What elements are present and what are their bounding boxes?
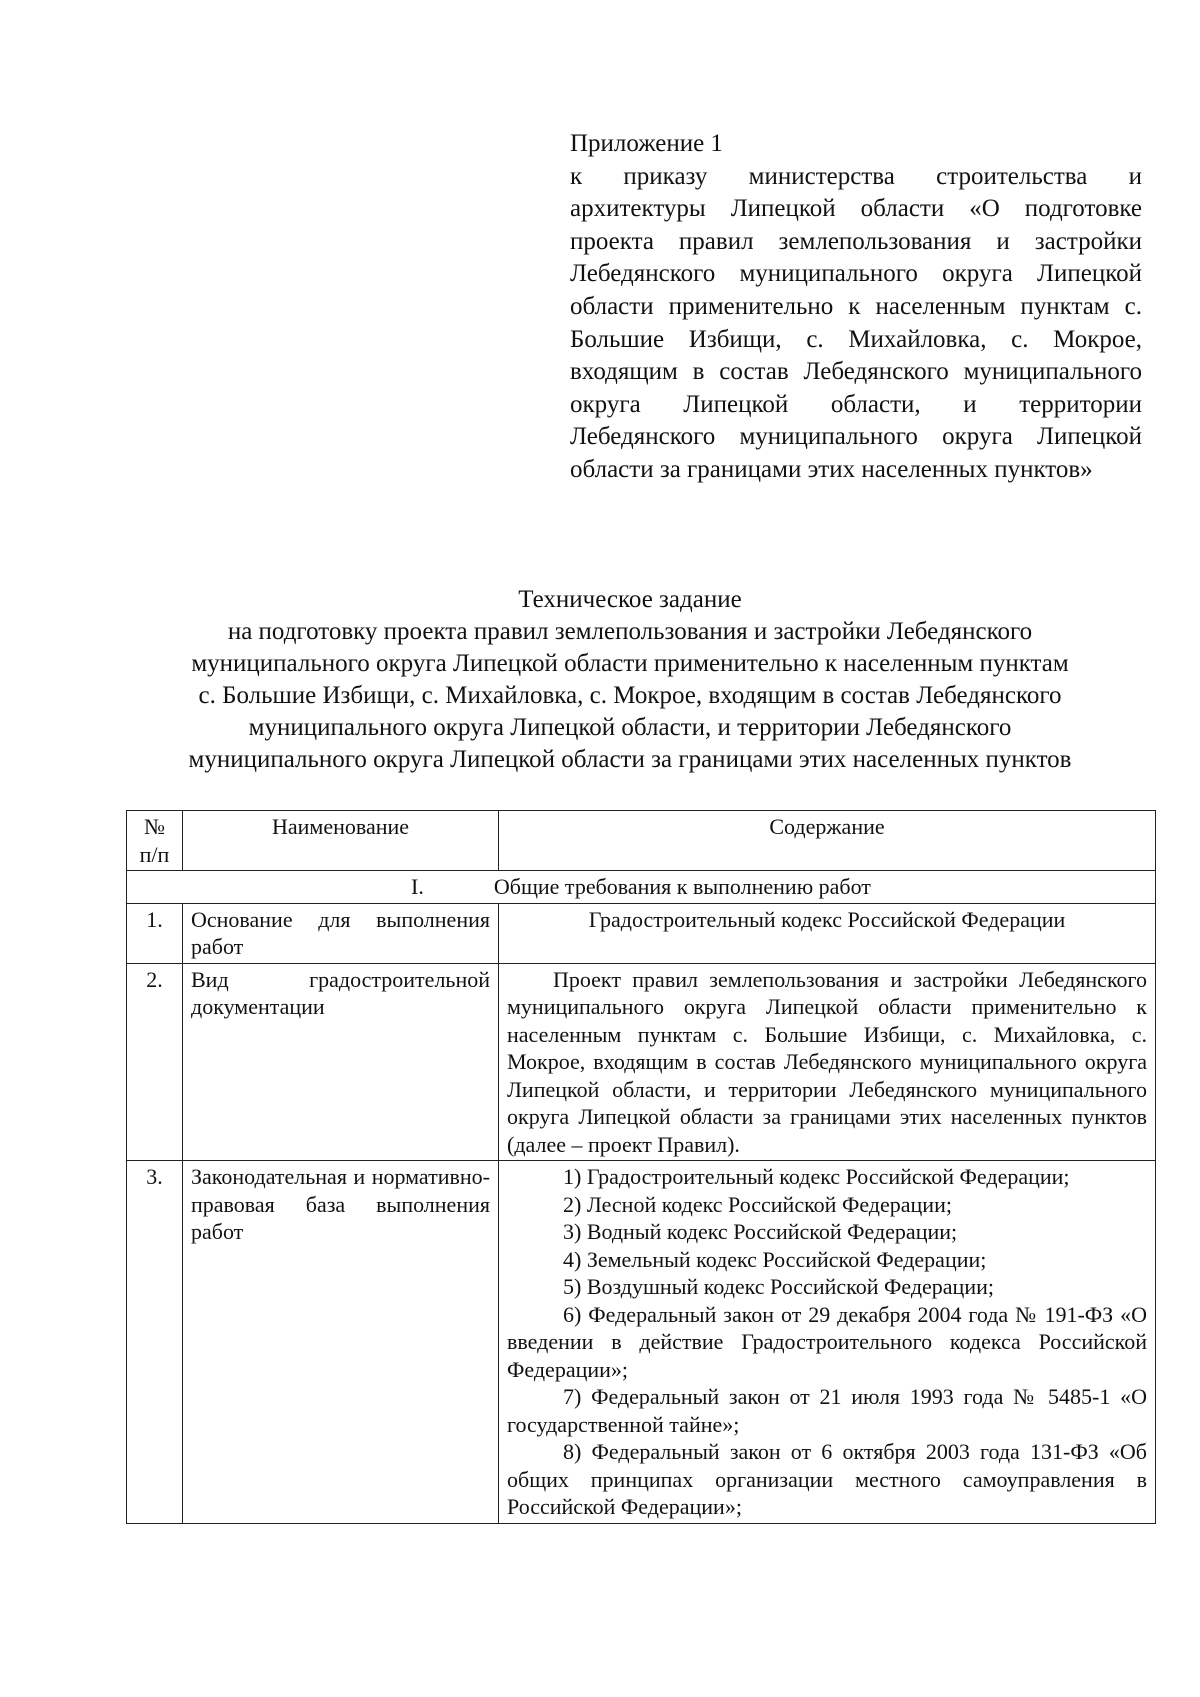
row-name: Основание для выполнения работ — [183, 903, 499, 963]
document-title-block — [120, 584, 1140, 776]
annex-header — [570, 128, 1142, 487]
table-row — [127, 903, 1156, 963]
annex-title: Приложение 1 — [570, 130, 723, 157]
row-name: Законодательная и нормативно-правовая база выполнения работ — [183, 1161, 499, 1524]
requirements-table — [126, 810, 1156, 1524]
table-row — [127, 1161, 1156, 1524]
law-list-item — [507, 1273, 1147, 1301]
row-name: Вид градостроительной документации — [183, 963, 499, 1161]
law-list-item — [507, 1438, 1147, 1521]
section-number: I. — [411, 874, 424, 899]
table-header-row — [127, 811, 1156, 871]
section-heading — [127, 871, 1156, 904]
table-row — [127, 963, 1156, 1161]
law-item-text: Градостроительный кодекс Российской Федерации; — [586, 1164, 1070, 1189]
law-item-number: 6) — [563, 1301, 582, 1327]
row-num: 2. — [127, 963, 183, 1161]
law-item-number: 1) — [563, 1164, 582, 1189]
row-content: Проект правил землепользования и застройки Лебедянского муниципального округа Липецкой области применительно к населенным пунктам с. Большие Избищи, с. Михайловка, с. Мокрое, входящим в состав Лебедянского муниципального округа Липецкой области, и территории Лебедянского муниципального округа Липецкой области за границами этих населенных пунктов (далее – проект Правил). — [499, 963, 1156, 1161]
row-content: Градостроительный кодекс Российской Федерации — [499, 903, 1156, 963]
law-item-text: Водный кодекс Российской Федерации; — [586, 1219, 958, 1244]
law-item-text: Земельный кодекс Российской Федерации; — [586, 1246, 987, 1272]
law-list-item — [507, 1383, 1147, 1438]
annex-body: к приказу министерства строительства и архитектуры Липецкой области «О подготовке проекта правил землепользования и застройки Лебедянского муниципального округа Липецкой области применительно к населенным пунктам с. Большие Избищи, с. Михайловка, с. Мокрое, входящим в состав Лебедянского муниципального округа Липецкой области, и территории Лебедянского муниципального округа Липецкой области за границами этих населенных пунктов» — [570, 162, 1142, 483]
law-item-text: Воздушный кодекс Российской Федерации; — [586, 1274, 994, 1299]
law-item-text: Лесной кодекс Российской Федерации; — [586, 1191, 952, 1217]
row-content-list — [499, 1161, 1156, 1524]
document-subtitle-line: на подготовку проекта правил землепользования и застройки Лебедянского — [227, 618, 1033, 645]
law-item-number: 2) — [563, 1191, 582, 1217]
document-subtitle-line: с. Большие Избищи, с. Михайловка, с. Мокрое, входящим в состав Лебедянского — [198, 682, 1062, 709]
document-subtitle-line: муниципального округа Липецкой области применительно к населенным пунктам — [191, 650, 1069, 677]
row-num: 1. — [127, 903, 183, 963]
header-content: Содержание — [499, 811, 1156, 871]
law-item-number: 3) — [563, 1219, 582, 1244]
document-title: Техническое задание — [518, 586, 742, 613]
law-list-item — [507, 1301, 1147, 1384]
header-name: Наименование — [183, 811, 499, 871]
document-subtitle-line: муниципального округа Липецкой области за границами этих населенных пунктов — [188, 746, 1072, 773]
section-title: Общие требования к выполнению работ — [493, 874, 871, 899]
document-subtitle-line: муниципального округа Липецкой области, и территории Лебедянского — [248, 714, 1012, 741]
law-item-number: 7) — [563, 1384, 582, 1409]
row-num: 3. — [127, 1161, 183, 1524]
law-list-item — [507, 1163, 1147, 1191]
section-row — [127, 871, 1156, 904]
law-item-text: Федеральный закон от 21 июля 1993 года № 5485-1 «О государственной тайне»; — [507, 1384, 1148, 1437]
header-num: № п/п — [127, 811, 183, 871]
law-list-item — [507, 1218, 1147, 1246]
law-item-text: Федеральный закон от 6 октября 2003 года 131-ФЗ «Об общих принципах организации местного самоуправления в Российской Федерации»; — [507, 1439, 1148, 1519]
law-item-text: Федеральный закон от 29 декабря 2004 года № 191-ФЗ «О введении в действие Градостроительного кодекса Российской Федерации»; — [507, 1301, 1147, 1382]
law-item-number: 8) — [563, 1439, 582, 1464]
law-list-item — [507, 1191, 1147, 1219]
law-item-number: 5) — [563, 1274, 582, 1299]
law-list-item — [507, 1246, 1147, 1274]
law-item-number: 4) — [563, 1246, 582, 1272]
